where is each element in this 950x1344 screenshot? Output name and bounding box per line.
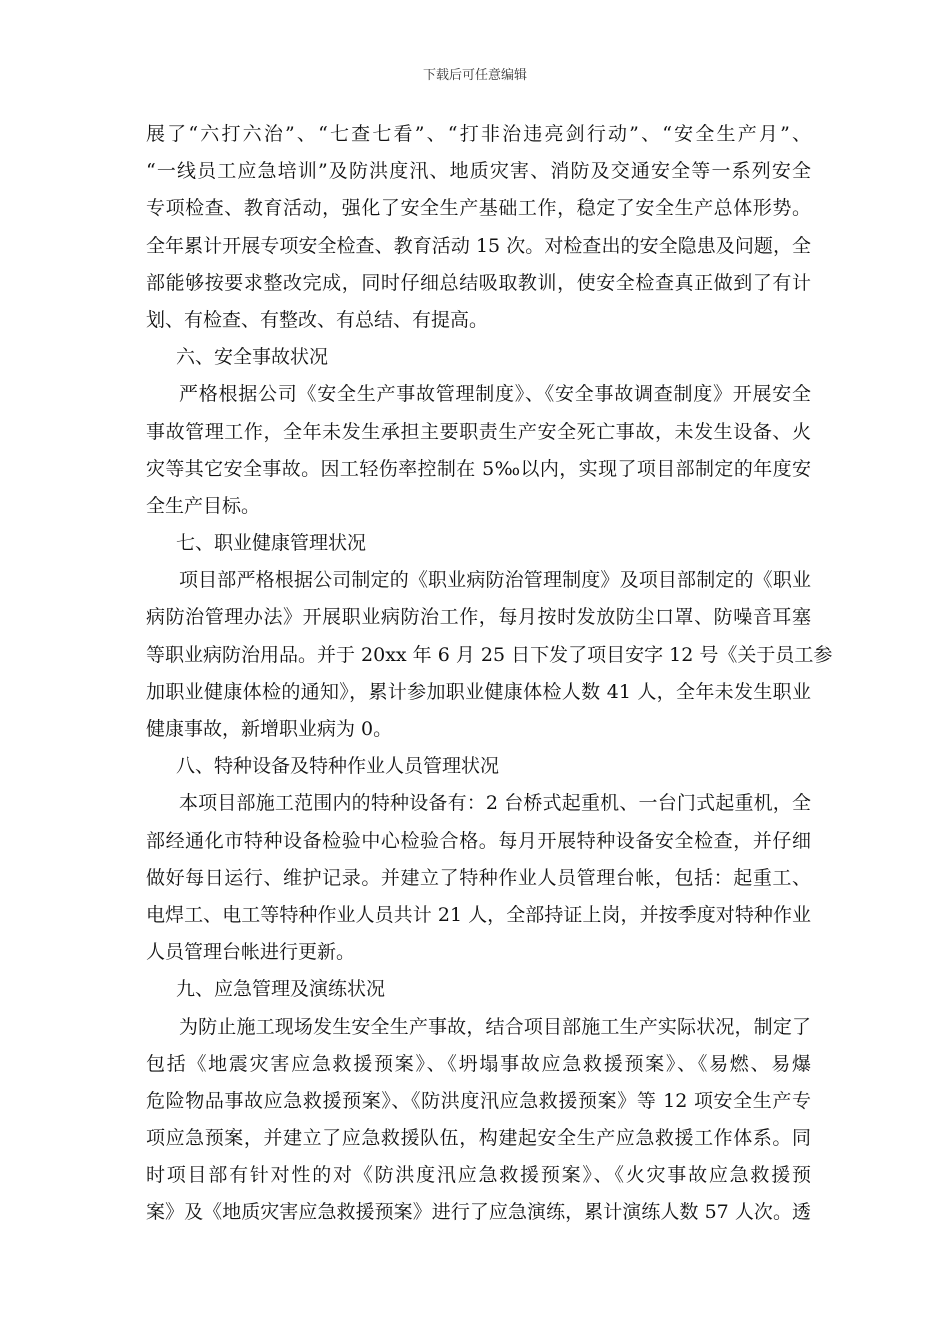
text-line: 灾等其它安全事故。因工轻伤率控制在 5‰以内，实现了项目部制定的年度安 bbox=[146, 457, 811, 480]
section-heading-9: 九、应急管理及演练状况 bbox=[176, 978, 386, 1001]
section-heading-8: 八、特种设备及特种作业人员管理状况 bbox=[176, 755, 500, 778]
text-line: 加职业健康体检的通知》，累计参加职业健康体检人数 41 人，全年未发生职业 bbox=[146, 680, 811, 703]
text-line: 本项目部施工范围内的特种设备有：2 台桥式起重机、一台门式起重机，全 bbox=[179, 792, 811, 815]
text-line: 全生产目标。 bbox=[146, 494, 261, 517]
text-line: “一线员工应急培训”及防洪度汛、地质灾害、消防及交通安全等一系列安全 bbox=[146, 160, 811, 183]
text-line: 包括《地震灾害应急救援预案》、《坍塌事故应急救援预案》、《易燃、易爆 bbox=[146, 1052, 811, 1075]
text-line: 为防止施工现场发生安全生产事故，结合项目部施工生产实际状况，制定了 bbox=[179, 1015, 811, 1038]
text-line: 做好每日运行、维护记录。并建立了特种作业人员管理台帐，包括：起重工、 bbox=[146, 866, 811, 889]
page-header-note: 下载后可任意编辑 bbox=[422, 68, 527, 83]
section-heading-7: 七、职业健康管理状况 bbox=[176, 532, 367, 555]
text-line: 案》及《地质灾害应急救援预案》进行了应急演练，累计演练人数 57 人次。透 bbox=[146, 1201, 811, 1224]
text-line: 项应急预案，并建立了应急救援队伍，构建起安全生产应急救援工作体系。同 bbox=[146, 1127, 811, 1150]
text-line: 全年累计开展专项安全检查、教育活动 15 次。对检查出的安全隐患及问题，全 bbox=[146, 234, 811, 257]
section-heading-6: 六、安全事故状况 bbox=[176, 346, 329, 369]
text-line: 病防治管理办法》开展职业病防治工作，每月按时发放防尘口罩、防噪音耳塞 bbox=[146, 606, 811, 629]
text-line: 等职业病防治用品。并于 20xx 年 6 月 25 日下发了项目安字 12 号《关于员工参 bbox=[146, 643, 833, 666]
text-line: 严格根据公司《安全生产事故管理制度》、《安全事故调查制度》开展安全 bbox=[179, 383, 811, 406]
text-line: 展了“六打六治”、“七查七看”、“打非治违亮剑行动”、“安全生产月”、 bbox=[146, 123, 811, 145]
text-line: 项目部严格根据公司制定的《职业病防治管理制度》及项目部制定的《职业 bbox=[179, 569, 811, 592]
text-line: 部经通化市特种设备检验中心检验合格。每月开展特种设备安全检查，并仔细 bbox=[146, 829, 811, 852]
text-line: 人员管理台帐进行更新。 bbox=[146, 941, 356, 964]
text-line: 划、有检查、有整改、有总结、有提高。 bbox=[146, 308, 489, 331]
text-line: 危险物品事故应急救援预案》、《防洪度汛应急救援预案》等 12 项安全生产专 bbox=[146, 1089, 811, 1112]
text-line: 事故管理工作，全年未发生承担主要职责生产安全死亡事故，未发生设备、火 bbox=[146, 420, 811, 443]
text-line: 电焊工、电工等特种作业人员共计 21 人，全部持证上岗，并按季度对特种作业 bbox=[146, 903, 811, 926]
text-line: 时项目部有针对性的对《防洪度汛应急救援预案》、《火灾事故应急救援预 bbox=[146, 1164, 811, 1187]
text-line: 部能够按要求整改完成，同时仔细总结吸取教训，使安全检查真正做到了有计 bbox=[146, 271, 811, 294]
text-line: 健康事故，新增职业病为 0。 bbox=[146, 718, 393, 740]
document-body bbox=[146, 116, 833, 1232]
text-line: 专项检查、教育活动，强化了安全生产基础工作，稳定了安全生产总体形势。 bbox=[146, 197, 811, 220]
